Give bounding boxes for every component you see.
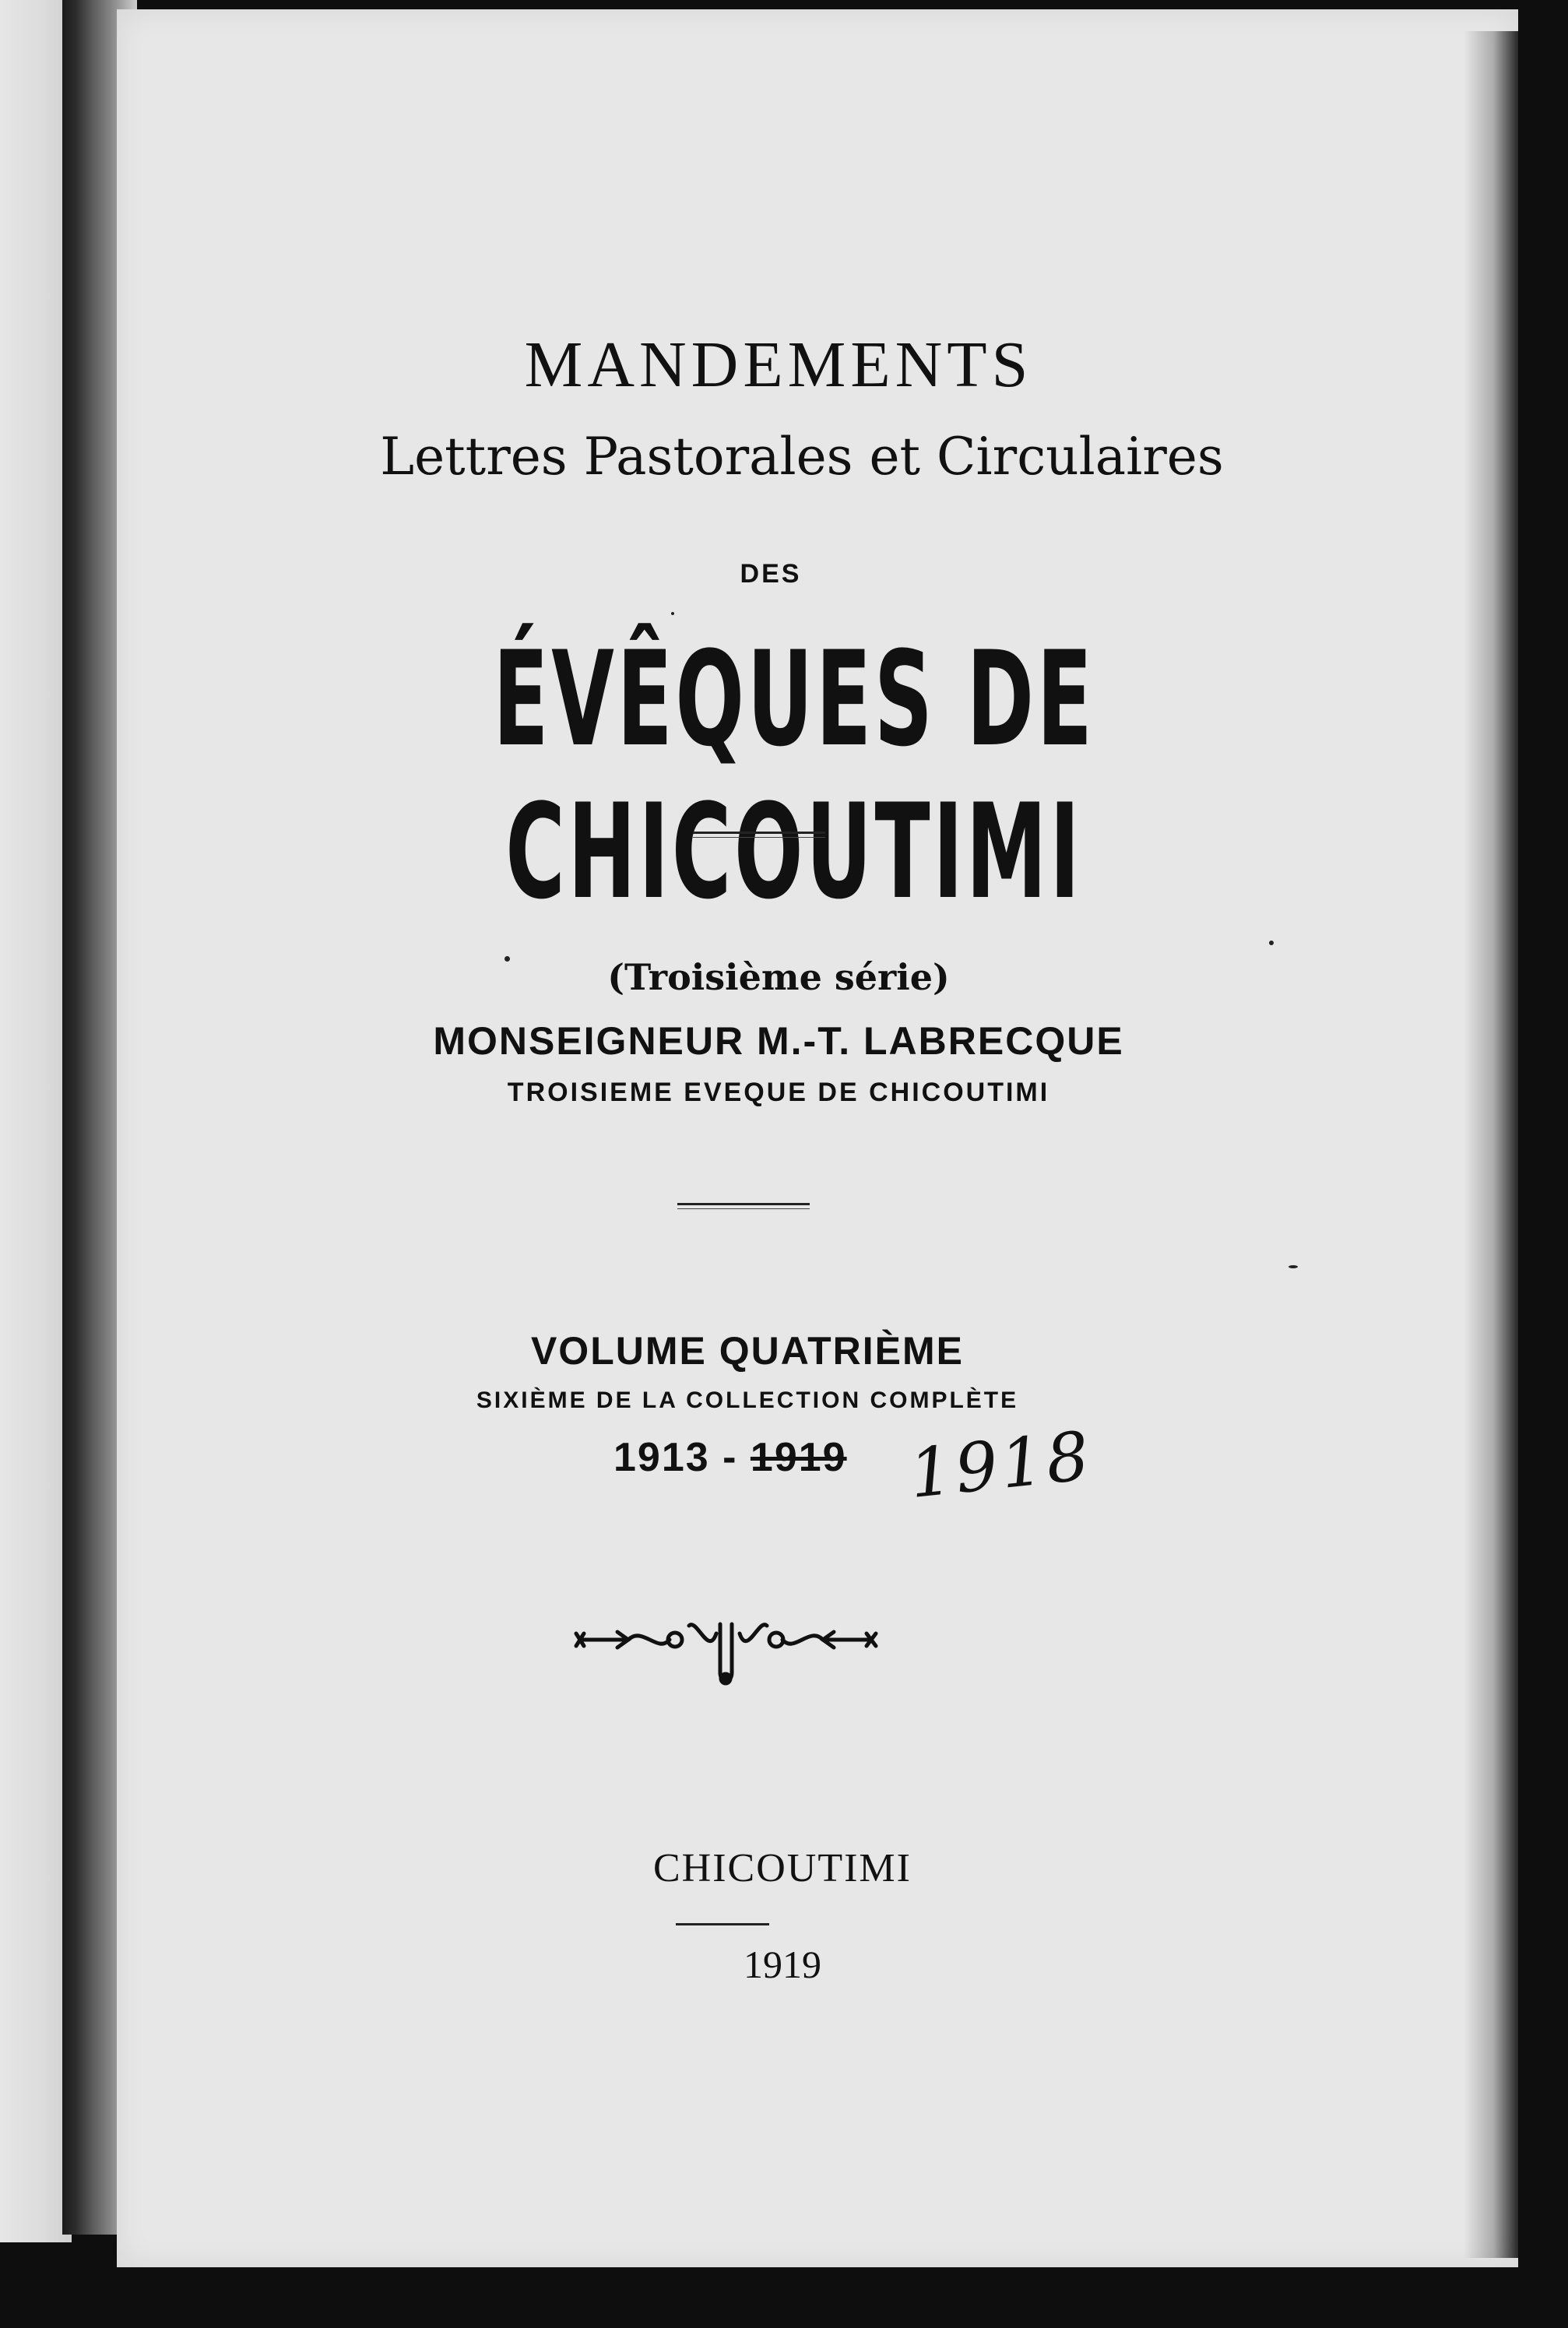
author-role: TROISIEME EVEQUE DE CHICOUTIMI: [507, 1078, 1050, 1107]
volume-label: VOLUME QUATRIÈME: [530, 1329, 965, 1373]
divider-rule: [676, 1923, 769, 1925]
divider-rule: [677, 1203, 810, 1209]
collection-label: SIXIÈME DE LA COLLECTION COMPLÈTE: [476, 1387, 1019, 1413]
author-name: MONSEIGNEUR M.-T. LABRECQUE: [433, 1019, 1124, 1063]
handwritten-correction: 1918: [905, 1416, 1096, 1514]
series-label: (Troisième série): [607, 956, 950, 998]
title-subtitle: Lettres Pastorales et Circulaires: [380, 427, 1224, 487]
title-main: ÉVÊQUES DE CHICOUTIMI: [493, 623, 1095, 928]
previous-page-edge: [0, 0, 72, 2242]
years-start: 1913 -: [613, 1435, 738, 1480]
title-des: DES: [740, 559, 802, 589]
divider-rule: [693, 832, 825, 838]
imprint-year: 1919: [744, 1943, 821, 1986]
title-mandements: MANDEMENTS: [524, 329, 1033, 401]
years-struck-end: 1919: [750, 1435, 847, 1480]
typographic-ornament-icon: [572, 1610, 880, 1688]
volume-years: [613, 1434, 847, 1481]
imprint-place: CHICOUTIMI: [653, 1846, 912, 1890]
page-edge-shadow: [1464, 31, 1518, 2258]
